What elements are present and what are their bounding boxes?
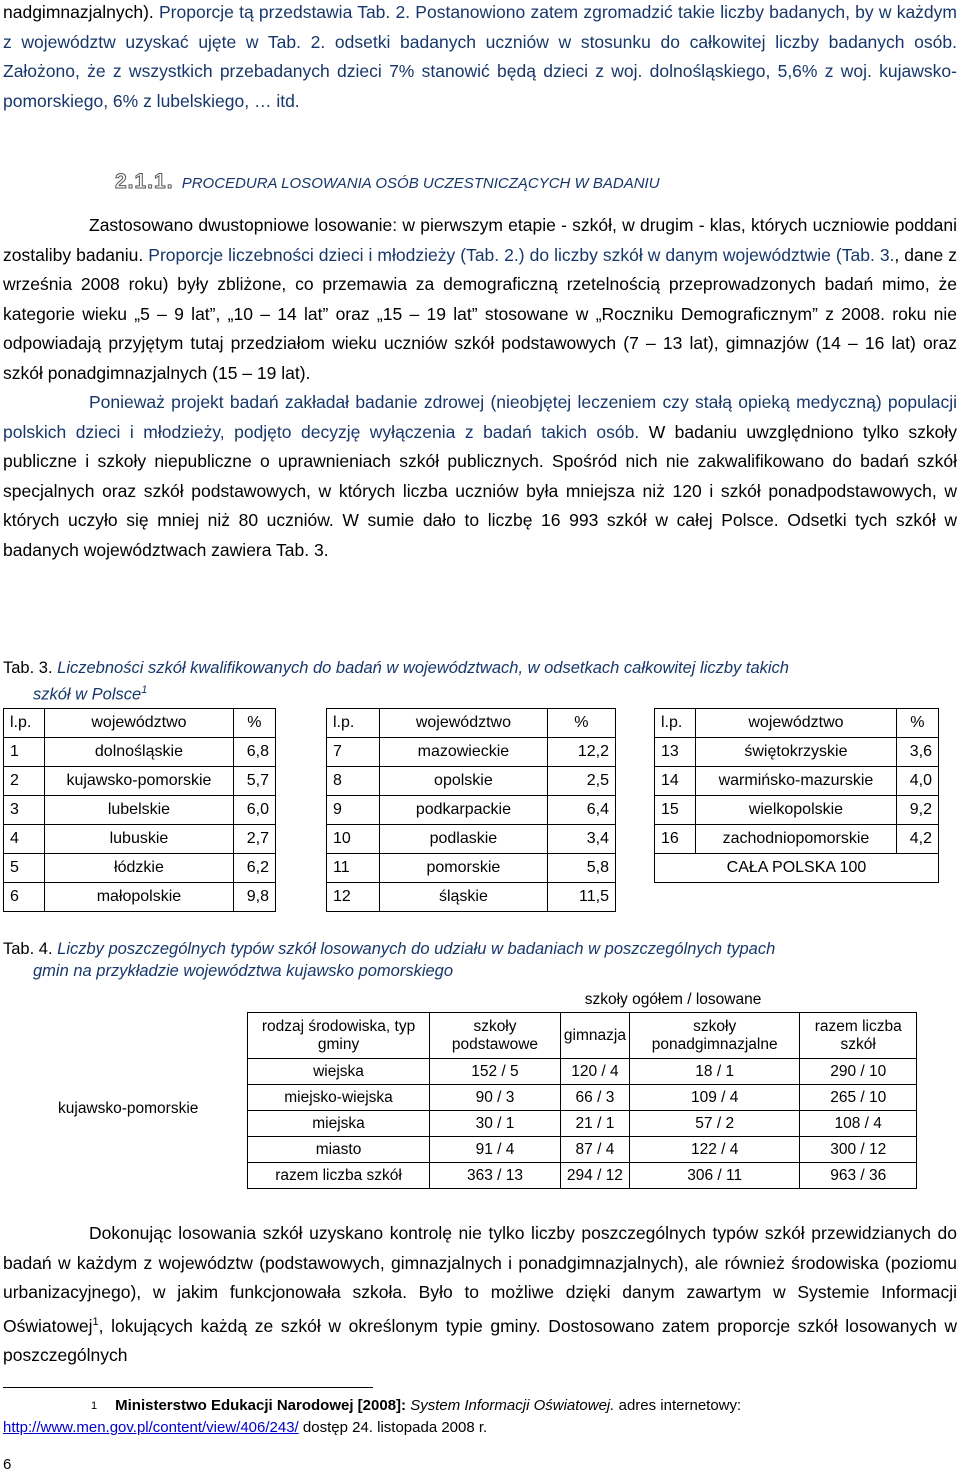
- tab3-pct-cell: 4,0: [896, 767, 938, 796]
- closing-text-a: Dokonując losowania szkół uzyskano kontrolę nie tylko liczby poszczególnych typów szkół przewidzianych do badań w każdym z województw (podstawowych, gimnazjalnych i ponadgimnazjalnych), ale również środowiska (poziomu urbanizacyjnego), w jakim funkcjonowała szkoła. Było to możliwe dzięki danym zawartym w Systemie Informacji Oświatowej: [3, 1223, 957, 1336]
- tab3-caption-sup: 1: [141, 684, 148, 696]
- tab4-cell: miejska: [248, 1111, 430, 1137]
- footnote-adres: adres internetowy:: [614, 1397, 742, 1414]
- table-row: [327, 738, 616, 767]
- tab3-header-row: [327, 709, 616, 738]
- tab4-caption-line-1: Liczby poszczególnych typów szkół losowanych do udziału w badaniach w poszczególnych typach: [57, 940, 776, 958]
- tab4-cell: 294 / 12: [560, 1163, 629, 1189]
- tab4-h-environment: rodzaj środowiska, typ gminy: [248, 1013, 430, 1059]
- section-body: [3, 211, 957, 565]
- tab4-cell: 363 / 13: [430, 1163, 561, 1189]
- p2-text-a: Ponieważ projekt badań zakładał badanie zdrowej (nieobjętej leczeniem czy stałą opieką medyczną) populacji polskich dzieci i młodzieży, podjęto decyzję wyłączenia z badań takich osób.: [3, 392, 957, 442]
- tab4-h-gymnasium: gimnazja: [560, 1013, 629, 1059]
- tab3-caption-line-2: szkół w Polsce: [33, 685, 142, 704]
- closing-paragraph: [3, 1219, 957, 1370]
- tab3-woj-cell: lubelskie: [45, 796, 234, 825]
- table-row: [248, 1163, 917, 1189]
- tab3-woj-cell: mazowieckie: [380, 738, 547, 767]
- table-row: [248, 1085, 917, 1111]
- tab3-lp-cell: 8: [327, 767, 380, 796]
- tab3-woj-cell: lubuskie: [45, 825, 234, 854]
- intro-paragraph: [3, 0, 957, 116]
- tab3-woj-cell: podkarpackie: [380, 796, 547, 825]
- tab3-pct-cell: 6,0: [233, 796, 275, 825]
- tab3-pct-cell: 9,8: [233, 883, 275, 912]
- p1-text-c: , dane z września 2008 roku) były zbliżone, co przemawia za demograficzną rzetelnością przeprowadzonych badań mimo, że kategorie wieku „5 – 9 lat”, „10 – 14 lat” oraz „15 – 19 lat” stosowane w „Roczniku Demograficznym” z 2008. roku nie odpowiadają przyjętym tutaj przedziałom wieku uczniów szkół podstawowych (7 – 13 lat), gimnazjów (14 – 16 lat) oraz szkół ponadgimnazjalnych (15 – 19 lat).: [3, 244, 957, 383]
- section-paragraph-1: [3, 211, 957, 388]
- tab3-woj-cell: kujawsko-pomorskie: [45, 767, 234, 796]
- tab4-cell: 90 / 3: [430, 1085, 561, 1111]
- intro-text-a: nadgimnazjalnych).: [3, 2, 159, 22]
- tab3-pct-cell: 6,8: [233, 738, 275, 767]
- tab4-caption-line-2: gmin na przykładzie województwa kujawsko pomorskiego: [33, 962, 454, 980]
- closing-text-b: , lokujących każdą ze szkół w określonym typie gminy. Dostosowano zatem proporcje szkół losowanych w poszczególnych: [3, 1315, 957, 1365]
- tab4-cell: 290 / 10: [800, 1059, 917, 1085]
- tab3-h-woj: województwo: [45, 709, 234, 738]
- tab3-lp-cell: 7: [327, 738, 380, 767]
- table-row: [4, 854, 276, 883]
- tab3-lp-cell: 15: [655, 796, 696, 825]
- footnote-rule: [3, 1387, 373, 1388]
- table-row: [655, 825, 939, 854]
- table-row: [4, 883, 276, 912]
- tab3-woj-cell: świętokrzyskie: [696, 738, 897, 767]
- tab3-woj-cell: podlaskie: [380, 825, 547, 854]
- p1-text-b: Proporcje liczebności dzieci i młodzieży (Tab. 2.) do liczby szkół w danym województwie (Tab. 3.: [148, 244, 895, 265]
- table-row: [4, 738, 276, 767]
- tab4-cell: 265 / 10: [800, 1085, 917, 1111]
- tab4-cell: razem liczba szkół: [248, 1163, 430, 1189]
- tab3-pct-cell: 11,5: [547, 883, 615, 912]
- page-number: 6: [3, 1456, 12, 1473]
- tab3-woj-cell: śląskie: [380, 883, 547, 912]
- tab3-woj-cell: warmińsko-mazurskie: [696, 767, 897, 796]
- tab3-pct-cell: 3,4: [547, 825, 615, 854]
- tab4-cell: 87 / 4: [560, 1137, 629, 1163]
- tab4-cell: 18 / 1: [629, 1059, 800, 1085]
- tab3-woj-cell: dolnośląskie: [45, 738, 234, 767]
- tab3-woj-cell: pomorskie: [380, 854, 547, 883]
- tab3-lp-cell: 1: [4, 738, 45, 767]
- tab3-woj-cell: zachodniopomorskie: [696, 825, 897, 854]
- tab3-h-pct: %: [896, 709, 938, 738]
- table-row: [248, 1059, 917, 1085]
- tab4-cell: 300 / 12: [800, 1137, 917, 1163]
- tab4-cell: wiejska: [248, 1059, 430, 1085]
- tab4-region-label: kujawsko-pomorskie: [58, 1100, 199, 1117]
- tab3-lp-cell: 10: [327, 825, 380, 854]
- tab4-cell: miejsko-wiejska: [248, 1085, 430, 1111]
- tab3-lp-cell: 4: [4, 825, 45, 854]
- tab3-woj-cell: opolskie: [380, 767, 547, 796]
- tab3-h-woj: województwo: [380, 709, 547, 738]
- tab3-table-2: [326, 708, 616, 912]
- tab3-h-pct: %: [233, 709, 275, 738]
- tab3-woj-cell: łódzkie: [45, 854, 234, 883]
- table-row: [655, 738, 939, 767]
- tab3-caption: [3, 657, 957, 706]
- tab3-lp-cell: 3: [4, 796, 45, 825]
- section-heading: [115, 170, 660, 194]
- tab3-pct-cell: 6,2: [233, 854, 275, 883]
- tab3-woj-cell: małopolskie: [45, 883, 234, 912]
- tab3-h-woj: województwo: [696, 709, 897, 738]
- tab3-caption-line-1: Liczebności szkół kwalifikowanych do badań w województwach, w odsetkach całkowitej liczby takich: [57, 659, 789, 677]
- tab4-cell: 57 / 2: [629, 1111, 800, 1137]
- tab4-h-primary: szkoły podstawowe: [430, 1013, 561, 1059]
- section-paragraph-2: [3, 388, 957, 565]
- tab4-header-row: [248, 1013, 917, 1059]
- tab4-h-total: razem liczba szkół: [800, 1013, 917, 1059]
- tab3-h-pct: %: [547, 709, 615, 738]
- footnote-link[interactable]: http://www.men.gov.pl/content/view/406/243/: [3, 1419, 299, 1436]
- table-row: [327, 825, 616, 854]
- tab4-cell: 109 / 4: [629, 1085, 800, 1111]
- tab3-pct-cell: 2,7: [233, 825, 275, 854]
- tab4-table: [247, 987, 917, 1189]
- table-row: [4, 767, 276, 796]
- tab4-cell: 120 / 4: [560, 1059, 629, 1085]
- tab3-header-row: [655, 709, 939, 738]
- tab3-lp-cell: 2: [4, 767, 45, 796]
- tab3-lp-cell: 11: [327, 854, 380, 883]
- footnote-access: dostęp 24. listopada 2008 r.: [298, 1419, 488, 1436]
- tab4-cell: 306 / 11: [629, 1163, 800, 1189]
- section-title: PROCEDURA LOSOWANIA OSÓB UCZESTNICZĄCYCH W BADANIU: [181, 175, 660, 192]
- tab3-woj-cell: wielkopolskie: [696, 796, 897, 825]
- tab4-cell: 66 / 3: [560, 1085, 629, 1111]
- tab4-group-header-row: [248, 987, 917, 1013]
- section-number: 2.1.1.: [115, 170, 174, 193]
- tab3-lp-cell: 9: [327, 796, 380, 825]
- tab3-header-row: [4, 709, 276, 738]
- tab3-h-lp: l.p.: [4, 709, 45, 738]
- tab4-cell: miasto: [248, 1137, 430, 1163]
- tab4-group-header: szkoły ogółem / losowane: [584, 990, 762, 1008]
- table-row: [655, 796, 939, 825]
- tab4-cell: 91 / 4: [430, 1137, 561, 1163]
- tab3-pct-cell: 2,5: [547, 767, 615, 796]
- tab3-lp-cell: 6: [4, 883, 45, 912]
- tab4-cell: 21 / 1: [560, 1111, 629, 1137]
- tab4-cell: 30 / 1: [430, 1111, 561, 1137]
- tab3-lp-cell: 5: [4, 854, 45, 883]
- tab3-lp-cell: 16: [655, 825, 696, 854]
- table-row: [4, 825, 276, 854]
- tab3-lp-cell: 12: [327, 883, 380, 912]
- tab3-pct-cell: 5,8: [547, 854, 615, 883]
- tab3-table-1: [3, 708, 276, 912]
- p1-text-a: Zastosowano dwustopniowe losowanie: w pierwszym etapie - szkół, w drugim - klas, których uczniowie poddani zostaliby badaniu.: [3, 215, 957, 265]
- tab3-pct-cell: 4,2: [896, 825, 938, 854]
- tab4-cell: 152 / 5: [430, 1059, 561, 1085]
- p2-text-b: W badaniu uwzględniono tylko szkoły publiczne i szkoły niepubliczne o uprawnieniach szkół publicznych. Spośród nich nie zakwalifikowano do badań szkół specjalnych oraz szkół podstawowych, w których liczba uczniów była mniejsza niż 120 i szkół ponadpodstawowych, w których uczyło się mniej niż 80 uczniów. W sumie dało to liczbę 16 993 szkół w całej Polsce. Odsetki tych szkół w badanych województwach zawiera Tab. 3.: [3, 421, 957, 560]
- footnote: [3, 1395, 957, 1439]
- table-row: [248, 1111, 917, 1137]
- table-row: [655, 767, 939, 796]
- tab3-total-row: [655, 854, 939, 883]
- table-row: [327, 854, 616, 883]
- intro-text-b: Proporcje tą przedstawia Tab. 2. Postanowiono zatem zgromadzić takie liczby badanych, by w każdym z województw uzyskać ujęte w Tab. 2. odsetki badanych uczniów w stosunku do całkowitej liczby badanych osób. Założono, że z wszystkich przebadanych dzieci 7% stanowić będą dzieci z woj. dolnośląskiego, 5,6% z woj. kujawsko-pomorskiego, 6% z lubelskiego, … itd.: [3, 2, 957, 111]
- table-row: [248, 1137, 917, 1163]
- table-row: [327, 767, 616, 796]
- table-row: [327, 883, 616, 912]
- table-row: [4, 796, 276, 825]
- tab3-total-cell: CAŁA POLSKA 100: [655, 854, 939, 883]
- tab3-pct-cell: 9,2: [896, 796, 938, 825]
- tab3-pct-cell: 6,4: [547, 796, 615, 825]
- tab3-label: Tab. 3.: [3, 659, 53, 677]
- footnote-author: Ministerstwo Edukacji Narodowej [2008]:: [115, 1397, 407, 1414]
- tab3-pct-cell: 3,6: [896, 738, 938, 767]
- tab4-h-secondary: szkoły ponadgimnazjalne: [629, 1013, 800, 1059]
- tab3-lp-cell: 13: [655, 738, 696, 767]
- tab3-pct-cell: 5,7: [233, 767, 275, 796]
- footnote-title: System Informacji Oświatowej.: [410, 1397, 615, 1414]
- tab3-h-lp: l.p.: [655, 709, 696, 738]
- tab4-cell: 963 / 36: [800, 1163, 917, 1189]
- tab3-pct-cell: 12,2: [547, 738, 615, 767]
- tab3-lp-cell: 14: [655, 767, 696, 796]
- tab3-h-lp: l.p.: [327, 709, 380, 738]
- tab4-cell: 108 / 4: [800, 1111, 917, 1137]
- tab4-label: Tab. 4.: [3, 940, 53, 958]
- footnote-sup: 1: [91, 1400, 98, 1412]
- tab3-table-3: [654, 708, 939, 883]
- closing-sup: 1: [92, 1315, 99, 1328]
- tab4-cell: 122 / 4: [629, 1137, 800, 1163]
- table-row: [327, 796, 616, 825]
- tab4-caption: [3, 938, 957, 982]
